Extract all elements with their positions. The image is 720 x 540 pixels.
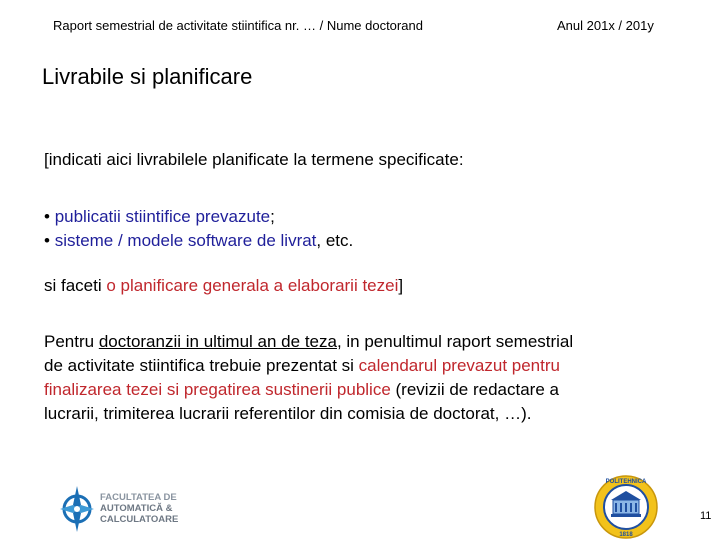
seal-year: 1818 [619, 532, 633, 538]
note-text: Pentru [44, 332, 99, 351]
faculty-line-1: FACULTATEA DE [100, 492, 177, 503]
intro-text: [indicati aici livrabilele planificate la termene specificate: [44, 150, 464, 169]
note-line-1 [44, 330, 573, 354]
note-red: calendarul prevazut pentru [358, 356, 560, 375]
note-line-4: lucrarii, trimiterea lucrarii referentilor din comisia de doctorat, …). [44, 404, 532, 423]
note-line-2 [44, 354, 573, 378]
bullet-marker: • [44, 231, 55, 250]
bullet-suffix: ; [270, 207, 275, 226]
header-year: Anul 201x / 201y [557, 18, 654, 33]
bullet-highlight: sisteme / modele software de livrat [54, 231, 317, 250]
faculty-logo-text [100, 492, 178, 525]
university-seal-icon [593, 474, 659, 540]
note-paragraph [44, 330, 573, 426]
note-text: (revizii de redactare a [390, 380, 559, 399]
page-number: 11 [700, 510, 712, 522]
planning-highlight: o planificare generala a elaborarii tezei [106, 276, 399, 295]
note-line-3 [44, 378, 573, 402]
note-red: finalizarea tezei si pregatirea sustinerii publice [44, 380, 391, 399]
bullet-suffix: , etc. [316, 231, 354, 250]
note-text: de activitate stiintifica trebuie prezentat si [44, 356, 359, 375]
seal-text: POLITEHNICA [605, 479, 647, 485]
bullet-marker: • [44, 207, 55, 226]
bullet-highlight: publicatii stiintifice prevazute [54, 207, 271, 226]
slide-title: Livrabile si planificare [42, 64, 253, 89]
note-text: , in penultimul raport semestrial [336, 332, 574, 351]
compass-star-icon [58, 484, 96, 534]
planning-post: ] [398, 276, 404, 295]
header-title: Raport semestrial de activitate stiintifica nr. … / Nume doctorand [53, 18, 423, 33]
faculty-line-3: CALCULATOARE [100, 514, 179, 525]
faculty-logo [58, 484, 188, 534]
bullet-item-software [44, 229, 353, 253]
planning-pre: si faceti [44, 276, 107, 295]
bullet-list [44, 205, 353, 253]
bullet-item-publications [44, 205, 353, 229]
planning-text [44, 274, 403, 298]
faculty-line-2: AUTOMATICĂ & [100, 503, 173, 514]
note-underline: doctoranzii in ultimul an de teza [98, 332, 337, 351]
